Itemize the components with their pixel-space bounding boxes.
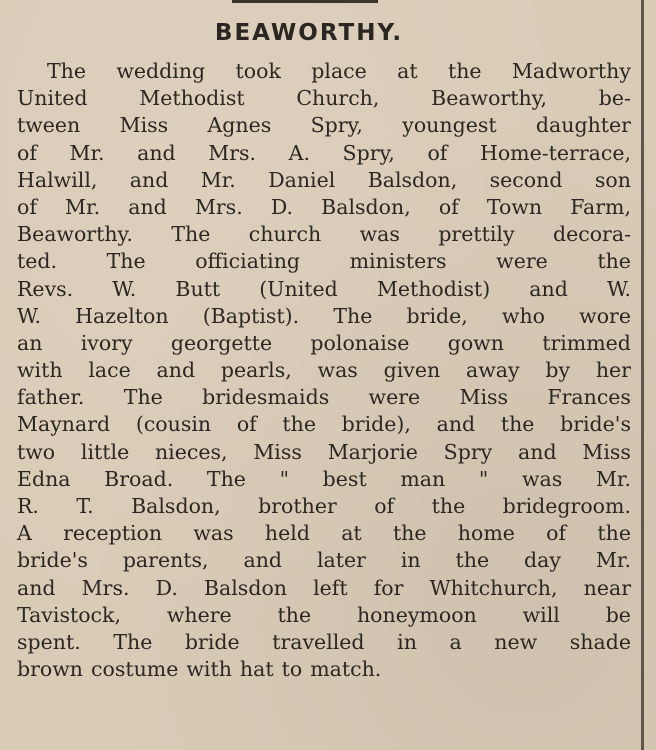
article-word: honeymoon	[356, 602, 477, 627]
article-line	[17, 357, 631, 384]
article-word: travelled	[272, 629, 365, 654]
article-word: Miss	[582, 439, 631, 464]
article-word: Madworthy	[511, 59, 631, 83]
article-word: was	[359, 222, 400, 247]
article-word: second	[489, 167, 563, 192]
article-word: the	[455, 548, 490, 573]
article-line	[17, 221, 631, 248]
article-word: Mr.	[595, 466, 631, 491]
article-word: at	[341, 521, 362, 546]
article-word: with	[17, 358, 63, 383]
article-line	[17, 248, 631, 275]
article-line	[17, 656, 631, 683]
article-word: of	[374, 494, 395, 518]
article-word: at	[397, 59, 418, 83]
article-word: shade	[569, 629, 631, 654]
article-line	[17, 466, 631, 493]
article-word: by	[545, 358, 571, 383]
article-line	[17, 520, 631, 547]
article-word: place	[311, 59, 367, 83]
article-word: wore	[579, 303, 631, 328]
article-word: and	[129, 167, 169, 192]
article-word: bride's	[17, 548, 88, 573]
article-word: Halwill,	[17, 167, 98, 192]
article-word: bride,	[406, 303, 468, 328]
article-word: held	[264, 521, 310, 546]
article-word: of	[427, 140, 448, 165]
article-word: the	[597, 249, 631, 274]
article-word: Broad.	[104, 466, 174, 491]
article-word: (cousin	[135, 412, 212, 437]
article-word: officiating	[195, 249, 301, 274]
article-word: bride	[184, 629, 240, 654]
column-rule	[641, 0, 644, 750]
article-word: for	[373, 575, 404, 600]
article-word: of	[438, 194, 459, 219]
article-word: two	[17, 439, 56, 464]
article-line	[17, 140, 631, 167]
article-word: day	[524, 548, 561, 573]
article-word: Edna	[17, 466, 71, 491]
article-word: brother	[258, 494, 337, 518]
article-line	[17, 547, 631, 574]
article-word: home	[457, 521, 515, 546]
article-word: will	[522, 602, 560, 627]
article-word: trimmed	[542, 330, 631, 355]
article-word: and	[529, 276, 568, 301]
article-line	[17, 330, 631, 357]
article-word: the	[447, 59, 482, 83]
article-word: tween	[17, 113, 81, 138]
article-word: the	[597, 521, 631, 546]
article-word: Mr.	[200, 167, 236, 192]
article-word: "	[478, 466, 489, 491]
article-line	[17, 303, 631, 330]
article-word: Home-terrace,	[479, 140, 631, 165]
article-line	[17, 112, 631, 139]
article-word: The	[47, 59, 87, 83]
article-line	[17, 384, 631, 411]
article-line	[17, 167, 631, 194]
article-word: man	[400, 466, 446, 491]
article-word: parents,	[122, 548, 209, 573]
article-word: (United	[259, 276, 338, 301]
article-word: A	[17, 521, 32, 546]
article-word: church	[248, 222, 322, 247]
article-word: near	[583, 575, 631, 600]
article-word: was	[317, 358, 358, 383]
article-word: Methodist)	[376, 276, 491, 301]
article-line	[17, 629, 631, 656]
article-word: of	[236, 412, 257, 437]
article-word: The	[171, 222, 211, 247]
article-word: an	[17, 330, 43, 355]
article-word: hat	[239, 657, 274, 682]
article-word: The	[333, 303, 373, 328]
article-word: nieces,	[154, 439, 228, 464]
top-rule-divider	[232, 0, 378, 3]
article-word: Mrs.	[194, 194, 243, 219]
article-word: The	[123, 385, 163, 410]
article-word: and	[17, 575, 56, 600]
article-word: D.	[270, 194, 294, 219]
article-word: the	[500, 412, 535, 437]
article-word: Spry,	[310, 113, 363, 138]
article-word: of	[17, 194, 37, 219]
article-line	[17, 575, 631, 602]
article-word: bride),	[341, 412, 411, 437]
article-word: Hazelton	[75, 303, 169, 328]
article-word: and	[436, 412, 476, 437]
article-word: Balsdon	[203, 575, 287, 600]
article-word: R.	[17, 494, 39, 518]
article-word: decora-	[552, 222, 631, 247]
article-word: D.	[155, 575, 178, 600]
article-word: Maynard	[17, 412, 111, 437]
article-word: bridegroom.	[502, 494, 631, 518]
article-line	[17, 58, 631, 85]
article-word: bridesmaids	[202, 385, 330, 410]
article-word: and	[128, 194, 167, 219]
article-word: later	[316, 548, 366, 573]
article-word: Mrs.	[208, 140, 257, 165]
article-line	[17, 439, 631, 466]
article-word: T.	[76, 494, 94, 518]
article-word: new	[494, 629, 538, 654]
article-word: was	[193, 521, 234, 546]
article-word: daughter	[535, 113, 631, 138]
article-word: the	[282, 412, 316, 437]
article-word: ivory	[80, 330, 133, 355]
article-word: of	[546, 521, 567, 546]
article-line	[17, 602, 631, 629]
article-word: The	[106, 249, 146, 274]
article-word: Farm,	[570, 194, 631, 219]
article-word: W.	[606, 276, 631, 301]
article-word: ministers	[349, 249, 447, 274]
article-headline: BEAWORTHY.	[214, 20, 404, 46]
article-word: A.	[288, 140, 310, 165]
article-word: match.	[310, 657, 382, 682]
article-word: The	[113, 629, 153, 654]
article-word: Miss	[459, 385, 509, 410]
article-word: Balsdon,	[367, 167, 458, 192]
article-word: her	[595, 358, 631, 383]
article-word: W.	[17, 303, 42, 328]
article-word: Miss	[119, 113, 169, 138]
article-word: be	[605, 602, 631, 627]
article-word: the	[392, 521, 427, 546]
article-word: Mr.	[595, 548, 631, 573]
article-word: of	[17, 140, 37, 165]
article-word: Whitchurch,	[429, 575, 558, 600]
article-word: and	[156, 358, 196, 383]
article-word: Methodist	[139, 86, 245, 111]
article-word: Mr.	[65, 194, 101, 219]
article-word: Marjorie	[327, 439, 418, 464]
article-word: georgette	[170, 330, 273, 355]
article-word: Spry	[443, 439, 493, 464]
article-word: Daniel	[268, 167, 336, 192]
article-word: be-	[598, 86, 631, 111]
article-word: Tavistock,	[17, 602, 121, 627]
article-word: United	[17, 86, 88, 111]
article-word: the	[431, 494, 466, 518]
article-word: father.	[17, 385, 85, 410]
article-word: pearls,	[220, 358, 292, 383]
article-line	[17, 85, 631, 112]
article-word: and	[137, 140, 176, 165]
article-word: with	[186, 657, 232, 682]
article-word: ted.	[17, 249, 58, 274]
article-word: Balsdon,	[321, 194, 411, 219]
article-word: to	[281, 657, 303, 682]
article-word: youngest	[402, 113, 497, 138]
article-word: son	[594, 167, 631, 192]
article-word: Beaworthy.	[17, 222, 133, 247]
article-word: were	[368, 385, 421, 410]
article-word: Frances	[547, 385, 631, 410]
article-word: gown	[447, 330, 504, 355]
article-word: Mrs.	[81, 575, 130, 600]
article-word: bride's	[560, 412, 631, 437]
article-word: was	[521, 466, 563, 491]
article-word: in	[397, 629, 417, 654]
article-word: costume	[91, 657, 179, 682]
article-word: where	[166, 602, 232, 627]
article-word: were	[496, 249, 548, 274]
article-word: Agnes	[207, 113, 272, 138]
article-body	[17, 58, 631, 683]
article-word: and	[243, 548, 283, 573]
article-word: The	[206, 466, 246, 491]
article-word: Miss	[253, 439, 302, 464]
article-word: Church,	[296, 86, 380, 111]
article-line	[17, 276, 631, 303]
article-word: in	[400, 548, 421, 573]
article-word: away	[465, 358, 520, 383]
article-word: the	[277, 602, 312, 627]
article-word: Town	[486, 194, 543, 219]
article-word: reception	[63, 521, 163, 546]
article-word: left	[313, 575, 348, 600]
article-word: best	[322, 466, 367, 491]
article-word: wedding	[116, 59, 206, 83]
article-word: brown	[17, 657, 84, 682]
article-word: lace	[88, 358, 131, 383]
article-word: W.	[112, 276, 137, 301]
article-word: prettily	[438, 222, 515, 247]
article-word: a	[449, 629, 462, 654]
article-word: took	[235, 59, 281, 83]
article-line	[17, 411, 631, 438]
article-word: polonaise	[310, 330, 410, 355]
article-word: "	[279, 466, 290, 491]
article-word: who	[501, 303, 546, 328]
article-line	[17, 194, 631, 221]
article-word: Revs.	[17, 276, 74, 301]
article-word: and	[518, 439, 557, 464]
article-word: Spry,	[342, 140, 395, 165]
article-word: given	[383, 358, 441, 383]
article-word: Butt	[175, 276, 221, 301]
article-word: spent.	[17, 629, 81, 654]
article-line	[17, 493, 631, 520]
article-word: (Baptist).	[202, 303, 300, 328]
article-word: little	[80, 439, 130, 464]
article-word: Balsdon,	[131, 494, 221, 518]
article-word: Mr.	[69, 140, 105, 165]
article-word: Beaworthy,	[431, 86, 548, 111]
